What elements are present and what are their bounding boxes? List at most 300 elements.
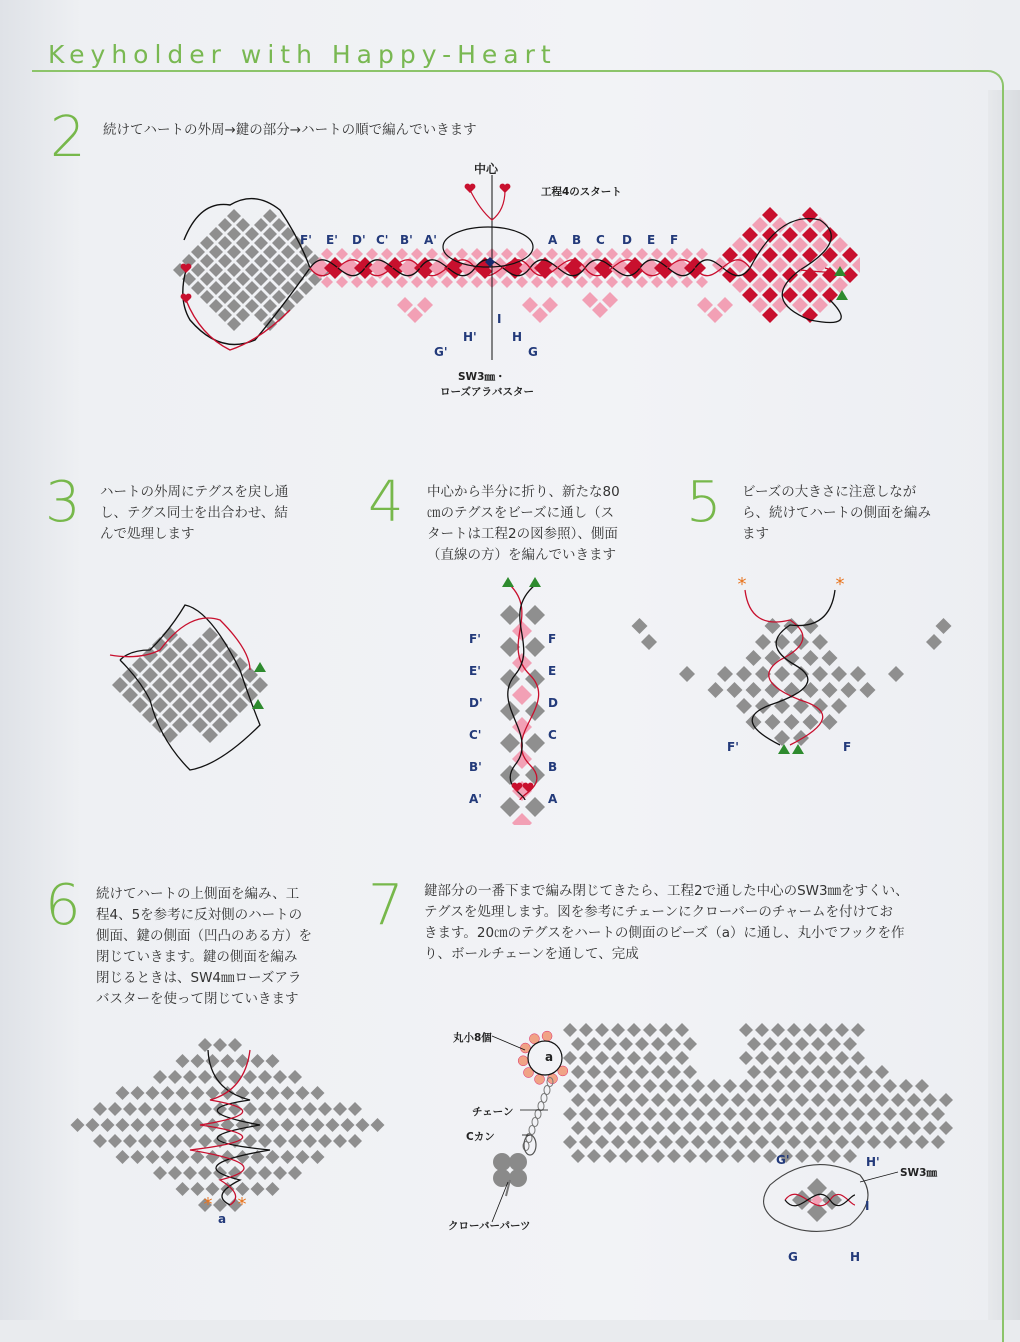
shaft-bead-bottom bbox=[621, 276, 633, 288]
step5-bead bbox=[822, 682, 838, 698]
label-G-prime: G' bbox=[434, 345, 448, 359]
step7-bead bbox=[715, 1149, 729, 1163]
step3-end-marker-2 bbox=[252, 699, 264, 709]
step3-bead bbox=[182, 667, 198, 683]
step4-side-bead bbox=[525, 605, 545, 625]
left-heart-bead bbox=[245, 245, 259, 259]
step7-bead bbox=[747, 1093, 761, 1107]
step7-bead bbox=[571, 1037, 585, 1051]
center-thread bbox=[470, 190, 505, 220]
right-heart-bead bbox=[762, 207, 778, 223]
step7-bead bbox=[611, 1079, 625, 1093]
step7-bead bbox=[747, 1121, 761, 1135]
step7-bead bbox=[707, 1135, 721, 1149]
step7-bead bbox=[795, 1121, 809, 1135]
step6-bead bbox=[131, 1086, 145, 1100]
step6-bead bbox=[108, 1102, 122, 1116]
step7-bead bbox=[707, 1079, 721, 1093]
step5-bead bbox=[736, 666, 752, 682]
left-heart-bead bbox=[218, 290, 232, 304]
step7-bead bbox=[627, 1051, 641, 1065]
label-C-prime: C' bbox=[376, 233, 389, 247]
step5-bead bbox=[812, 666, 828, 682]
step7-bead bbox=[755, 1135, 769, 1149]
step-3-line: んで処理します bbox=[100, 526, 195, 542]
step-7-finish-diagram bbox=[440, 1010, 980, 1290]
step6-bead bbox=[146, 1118, 160, 1132]
step6-bead bbox=[198, 1134, 212, 1148]
step-5-number: 5 bbox=[686, 470, 722, 535]
step7-bead bbox=[643, 1135, 657, 1149]
right-heart-bead bbox=[812, 257, 828, 273]
step5-end-marker-1 bbox=[778, 744, 790, 754]
shaft-bead-top bbox=[666, 248, 678, 260]
step-4-line: タートは工程2の図参照）、側面 bbox=[427, 526, 618, 542]
step3-bead bbox=[192, 637, 208, 653]
step5-bead bbox=[784, 714, 800, 730]
step7-bead bbox=[771, 1023, 785, 1037]
step6-bead bbox=[318, 1134, 332, 1148]
label-F-prime: F' bbox=[300, 233, 312, 247]
right-heart-bead bbox=[792, 297, 808, 313]
left-heart-bead bbox=[218, 254, 232, 268]
right-heart-bead bbox=[732, 237, 748, 253]
step7-bead bbox=[723, 1107, 737, 1121]
d7-label-a: a bbox=[545, 1050, 554, 1064]
d4-label-E-prime: E' bbox=[469, 664, 481, 678]
step7-bead bbox=[875, 1121, 889, 1135]
step7-bead bbox=[787, 1051, 801, 1065]
step6-bead bbox=[191, 1086, 205, 1100]
right-heart-bead bbox=[742, 247, 758, 263]
step6-bead bbox=[168, 1070, 182, 1084]
step5-bead bbox=[765, 714, 781, 730]
step7-bead bbox=[667, 1065, 681, 1079]
step6-bead bbox=[131, 1118, 145, 1132]
step3-bead bbox=[192, 697, 208, 713]
step7-bead bbox=[739, 1023, 753, 1037]
step6-bead bbox=[123, 1134, 137, 1148]
right-heart-bead bbox=[772, 257, 788, 273]
step3-bead bbox=[152, 697, 168, 713]
step7-bead bbox=[819, 1023, 833, 1037]
right-heart-bead bbox=[742, 267, 758, 283]
shaft-bead-top bbox=[561, 248, 573, 260]
right-heart-bead bbox=[802, 267, 818, 283]
step6-bead bbox=[281, 1086, 295, 1100]
left-heart-bead bbox=[236, 290, 250, 304]
step7-bead bbox=[619, 1093, 633, 1107]
step7-bead bbox=[563, 1107, 577, 1121]
step6-bead bbox=[138, 1134, 152, 1148]
shaft-bead-bottom bbox=[471, 276, 483, 288]
left-heart-bead bbox=[200, 272, 214, 286]
maru-bead bbox=[518, 1056, 528, 1066]
shaft-bead-top bbox=[321, 248, 333, 260]
step6-bead bbox=[146, 1086, 160, 1100]
step7-bead bbox=[923, 1093, 937, 1107]
step6-bead bbox=[123, 1102, 137, 1116]
step5-bead bbox=[926, 634, 942, 650]
step-2-text: 続けてハートの外周→鍵の部分→ハートの順で編んでいきます bbox=[103, 122, 477, 138]
left-heart-bead bbox=[254, 308, 268, 322]
step3-bead bbox=[122, 687, 138, 703]
step6-bead bbox=[288, 1166, 302, 1180]
left-heart-bead bbox=[227, 281, 241, 295]
step-3-line: し、テグス同士を出合わせ、結 bbox=[100, 505, 288, 521]
step3-bead bbox=[132, 697, 148, 713]
right-heart-bead bbox=[782, 287, 798, 303]
step7-bead bbox=[811, 1121, 825, 1135]
shaft-bead-bottom bbox=[696, 276, 708, 288]
step6-bead bbox=[176, 1182, 190, 1196]
step6-bead bbox=[273, 1070, 287, 1084]
step7-bead bbox=[715, 1093, 729, 1107]
step7-bead bbox=[843, 1037, 857, 1051]
step7-bead bbox=[763, 1065, 777, 1079]
step7-bead bbox=[619, 1149, 633, 1163]
step3-bead bbox=[202, 727, 218, 743]
step7-bead bbox=[843, 1149, 857, 1163]
step3-bead bbox=[222, 667, 238, 683]
step7-bead bbox=[803, 1023, 817, 1037]
left-heart-bead bbox=[263, 209, 277, 223]
step5-bead bbox=[632, 618, 648, 634]
step7-bead bbox=[643, 1079, 657, 1093]
step-6-line: 閉じるときは、SW4㎜ローズアラ bbox=[96, 970, 302, 986]
left-heart-bead bbox=[245, 281, 259, 295]
tooth-bead bbox=[697, 297, 713, 313]
shaft-bead-top bbox=[681, 248, 693, 260]
step3-bead bbox=[222, 707, 238, 723]
step6-bead bbox=[311, 1086, 325, 1100]
shaft-bead-top bbox=[501, 248, 513, 260]
step6-bead bbox=[258, 1102, 272, 1116]
step7-bead bbox=[779, 1121, 793, 1135]
step7-bead bbox=[683, 1037, 697, 1051]
right-heart-bead bbox=[752, 277, 768, 293]
step6-bead bbox=[191, 1182, 205, 1196]
shaft-bead-top bbox=[396, 248, 408, 260]
step7-bead bbox=[603, 1037, 617, 1051]
left-heart-bead bbox=[218, 272, 232, 286]
step6-bead bbox=[281, 1150, 295, 1164]
left-heart-bead bbox=[227, 299, 241, 313]
step7-bead bbox=[595, 1023, 609, 1037]
step7-bead bbox=[867, 1135, 881, 1149]
step3-bead bbox=[172, 717, 188, 733]
step7-bead bbox=[875, 1093, 889, 1107]
step-7-number: 7 bbox=[368, 873, 404, 938]
right-heart-bead bbox=[792, 277, 808, 293]
label-E: E bbox=[647, 233, 656, 247]
tooth-bead bbox=[592, 302, 608, 318]
step-5-line: ビーズの大きさに注意しなが bbox=[742, 484, 917, 500]
right-heart-bead bbox=[832, 277, 848, 293]
step6-bead bbox=[71, 1118, 85, 1132]
step7-bead bbox=[659, 1107, 673, 1121]
left-heart-bead bbox=[236, 272, 250, 286]
left-heart-bead bbox=[263, 263, 277, 277]
left-heart-bead bbox=[272, 218, 286, 232]
right-heart-bead bbox=[772, 237, 788, 253]
step3-bead bbox=[152, 717, 168, 733]
step7-bead bbox=[571, 1065, 585, 1079]
right-heart-bead bbox=[812, 277, 828, 293]
step5-bead bbox=[812, 634, 828, 650]
d5-label-F: F bbox=[843, 740, 852, 754]
left-heart-bead bbox=[218, 218, 232, 232]
shaft-bead-top bbox=[411, 248, 423, 260]
step3-bead bbox=[202, 687, 218, 703]
step5-asterisk-1: * bbox=[737, 574, 747, 595]
step7-bead bbox=[659, 1135, 673, 1149]
d4-label-D: D bbox=[548, 696, 558, 710]
left-heart-bead bbox=[227, 263, 241, 277]
step6-bead bbox=[198, 1070, 212, 1084]
step3-bead bbox=[182, 647, 198, 663]
left-heart-bead bbox=[254, 272, 268, 286]
step6-bead bbox=[333, 1102, 347, 1116]
step5-bead bbox=[755, 634, 771, 650]
step3-bead bbox=[142, 707, 158, 723]
step6-bead bbox=[161, 1086, 175, 1100]
step5-bead bbox=[736, 698, 752, 714]
d7-maru-label: 丸小8個 bbox=[453, 1032, 492, 1044]
step5-bead bbox=[679, 666, 695, 682]
d4-label-B: B bbox=[548, 760, 558, 774]
step6-bead bbox=[266, 1182, 280, 1196]
step6-bead bbox=[86, 1118, 100, 1132]
left-heart-bead bbox=[272, 272, 286, 286]
step7-bead bbox=[675, 1135, 689, 1149]
step6-bead bbox=[243, 1070, 257, 1084]
step7-bead bbox=[915, 1107, 929, 1121]
step7-bead bbox=[819, 1079, 833, 1093]
step7-bead bbox=[851, 1135, 865, 1149]
step7-bead bbox=[707, 1107, 721, 1121]
step6-bead bbox=[191, 1054, 205, 1068]
step7-bead bbox=[683, 1065, 697, 1079]
step5-bead bbox=[850, 666, 866, 682]
step7-bead bbox=[755, 1023, 769, 1037]
step7-bead bbox=[859, 1121, 873, 1135]
step6-bead bbox=[303, 1134, 317, 1148]
step3-bead bbox=[232, 697, 248, 713]
shaft-bead-top bbox=[336, 248, 348, 260]
shaft-bead-bottom bbox=[651, 276, 663, 288]
step7-bead bbox=[643, 1051, 657, 1065]
left-heart-bead bbox=[281, 281, 295, 295]
step7-bead bbox=[899, 1079, 913, 1093]
step7-bead bbox=[739, 1079, 753, 1093]
d4-label-D-prime: D' bbox=[469, 696, 483, 710]
shaft-bead-top bbox=[576, 248, 588, 260]
step7-bead bbox=[731, 1093, 745, 1107]
left-heart-marker-2 bbox=[181, 294, 192, 303]
step7-bead bbox=[627, 1079, 641, 1093]
d4-label-A-prime: A' bbox=[469, 792, 482, 806]
step4-side-bead bbox=[525, 701, 545, 721]
step6-bead bbox=[266, 1086, 280, 1100]
step4-side-bead bbox=[525, 765, 545, 785]
step5-bead bbox=[936, 618, 952, 634]
center-label: 中心 bbox=[474, 162, 499, 176]
left-heart-bead bbox=[299, 281, 313, 295]
left-heart-bead bbox=[227, 209, 241, 223]
left-heart-bead bbox=[209, 299, 223, 313]
left-heart-bead bbox=[218, 236, 232, 250]
shaft-bead-bottom bbox=[456, 276, 468, 288]
maru-bead bbox=[535, 1074, 545, 1084]
step5-bead bbox=[765, 650, 781, 666]
step7-bead bbox=[795, 1037, 809, 1051]
step4-center-bead bbox=[512, 685, 532, 705]
shaft-bead-bottom bbox=[531, 276, 543, 288]
step3-bead bbox=[122, 667, 138, 683]
step7-bead bbox=[755, 1107, 769, 1121]
left-heart-bead bbox=[254, 290, 268, 304]
shaft-bead-top bbox=[546, 248, 558, 260]
step6-bead bbox=[176, 1150, 190, 1164]
step7-bead bbox=[587, 1093, 601, 1107]
step7-bead bbox=[907, 1093, 921, 1107]
step-7-text bbox=[424, 881, 909, 965]
step6-bead bbox=[326, 1118, 340, 1132]
step-6-number: 6 bbox=[45, 873, 81, 938]
step3-bead bbox=[142, 667, 158, 683]
step7-bead bbox=[891, 1121, 905, 1135]
step6-bead bbox=[243, 1166, 257, 1180]
step7-bead bbox=[811, 1149, 825, 1163]
step7-bead bbox=[883, 1079, 897, 1093]
left-heart-bead bbox=[236, 254, 250, 268]
step4-side-bead bbox=[500, 637, 520, 657]
step7-bead bbox=[819, 1135, 833, 1149]
step7-bead bbox=[763, 1121, 777, 1135]
step7-bead bbox=[595, 1107, 609, 1121]
right-heart-bead bbox=[812, 297, 828, 313]
step7-bead bbox=[603, 1149, 617, 1163]
left-heart-bead bbox=[281, 245, 295, 259]
right-heart-bead bbox=[802, 247, 818, 263]
step6-bead bbox=[176, 1118, 190, 1132]
step7-bead bbox=[643, 1107, 657, 1121]
step6-bead bbox=[198, 1038, 212, 1052]
step-2-number: 2 bbox=[50, 105, 86, 170]
step7-bead bbox=[611, 1135, 625, 1149]
step7-bead bbox=[691, 1135, 705, 1149]
step7-bead bbox=[763, 1093, 777, 1107]
label-B: B bbox=[572, 233, 582, 247]
step7-bead bbox=[627, 1023, 641, 1037]
step7-bead bbox=[859, 1065, 873, 1079]
step7-bead bbox=[803, 1051, 817, 1065]
clover-leaf bbox=[509, 1153, 527, 1171]
shaft-bead-top bbox=[426, 248, 438, 260]
step5-bead bbox=[746, 682, 762, 698]
d7-ckan-label: Cカン bbox=[466, 1131, 495, 1143]
step7-bead bbox=[931, 1135, 945, 1149]
left-heart-bead bbox=[227, 227, 241, 241]
d4-label-F-prime: F' bbox=[469, 632, 481, 646]
label-A: A bbox=[548, 233, 558, 247]
left-heart-bead bbox=[209, 281, 223, 295]
step7-bead bbox=[803, 1079, 817, 1093]
step7-bead bbox=[579, 1051, 593, 1065]
shaft-bead-top bbox=[606, 248, 618, 260]
step7-bead bbox=[827, 1065, 841, 1079]
d7-label-I: I bbox=[865, 1199, 870, 1213]
d4-label-E: E bbox=[548, 664, 557, 678]
step3-bead bbox=[132, 677, 148, 693]
step7-bead bbox=[627, 1135, 641, 1149]
tooth-bead bbox=[417, 297, 433, 313]
step5-bead bbox=[641, 634, 657, 650]
tooth-bead bbox=[707, 307, 723, 323]
step7-bead bbox=[843, 1065, 857, 1079]
step3-bead bbox=[222, 687, 238, 703]
step7-bead bbox=[571, 1093, 585, 1107]
step3-bead bbox=[202, 667, 218, 683]
step5-bead bbox=[822, 714, 838, 730]
step-3-text bbox=[100, 482, 288, 545]
d4-label-C-prime: C' bbox=[469, 728, 482, 742]
step6-bead bbox=[153, 1070, 167, 1084]
step7-bead bbox=[587, 1065, 601, 1079]
step3-bead bbox=[212, 717, 228, 733]
step6-bead bbox=[251, 1054, 265, 1068]
right-heart-bead bbox=[732, 257, 748, 273]
step-3-number: 3 bbox=[45, 470, 81, 535]
step-3-line: ハートの外周にテグスを戻し通 bbox=[100, 484, 289, 500]
left-heart-bead bbox=[209, 263, 223, 277]
step6-bead bbox=[251, 1086, 265, 1100]
right-heart-bead bbox=[762, 247, 778, 263]
center-heart-left bbox=[465, 184, 476, 193]
step3-bead bbox=[162, 727, 178, 743]
bead-note-line1: SW3㎜・ bbox=[458, 371, 506, 383]
right-heart-bead bbox=[752, 217, 768, 233]
step7-bead bbox=[883, 1107, 897, 1121]
step5-bead bbox=[822, 650, 838, 666]
step7-bead bbox=[923, 1121, 937, 1135]
step7-bead bbox=[691, 1107, 705, 1121]
step7-bead bbox=[731, 1121, 745, 1135]
left-heart-bead bbox=[281, 227, 295, 241]
step7-bead bbox=[603, 1065, 617, 1079]
tooth-bead bbox=[582, 292, 598, 308]
step6-bead bbox=[183, 1070, 197, 1084]
step7-bead bbox=[611, 1023, 625, 1037]
step3-bead bbox=[212, 677, 228, 693]
right-heart-bead bbox=[782, 247, 798, 263]
step7-bead bbox=[619, 1121, 633, 1135]
step7-bead bbox=[843, 1093, 857, 1107]
step7-bead bbox=[915, 1079, 929, 1093]
d4-label-F: F bbox=[548, 632, 557, 646]
step6-bead bbox=[206, 1054, 220, 1068]
left-heart-bead bbox=[272, 254, 286, 268]
step7-bead bbox=[619, 1065, 633, 1079]
step7-bead bbox=[779, 1065, 793, 1079]
left-heart-bead bbox=[254, 254, 268, 268]
step-3-heart-diagram bbox=[100, 590, 300, 790]
step4-end-marker-1 bbox=[502, 577, 514, 587]
step7-bead bbox=[835, 1107, 849, 1121]
step6-bead bbox=[198, 1102, 212, 1116]
page-title: Keyholder with Happy-Heart bbox=[48, 40, 557, 69]
